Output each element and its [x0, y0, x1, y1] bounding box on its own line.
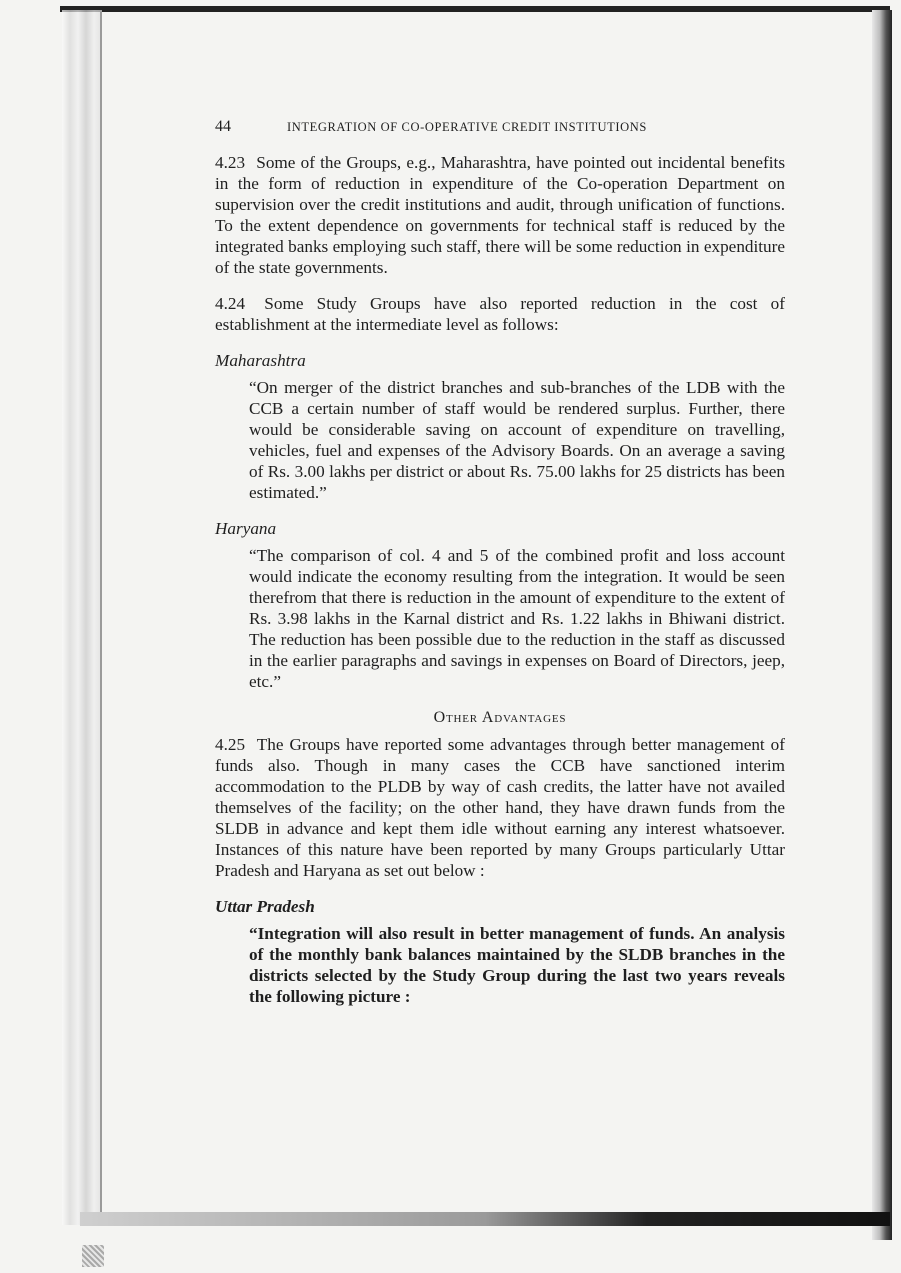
scan-right-edge — [872, 10, 892, 1240]
paragraph-text: The Groups have reported some advantages through better management of funds also. Though in many cases the CCB have sanctioned interim accommodation to the PLDB by way of cash credits, the latter have not availed themselves of the facility; on the other hand, they have drawn funds from the SLDB in advance and kept them idle without earning any interest whatsoever. Instances of this nature have been reported by many Groups particularly Uttar Pradesh and Haryana as set out below : — [215, 735, 785, 880]
scan-top-edge — [60, 6, 890, 12]
paragraph-number: 4.24 — [215, 294, 246, 313]
quote-maharashtra: “On merger of the district branches and sub-branches of the LDB with the CCB a certain number of staff would be rendered surplus. Further, there would be considerable saving on account of expenditure on travelling, vehicles, fuel and expenses of the Advisory Boards. On an average a saving of Rs. 3.00 lakhs per district or about Rs. 75.00 lakhs for 25 districts has been estimated.” — [249, 378, 785, 502]
paragraph-4-23 — [215, 152, 785, 278]
page-body — [215, 116, 785, 1022]
state-heading-haryana: Haryana — [215, 519, 277, 538]
scan-bottom-edge — [80, 1212, 890, 1226]
paragraph-text: Some Study Groups have also reported reduction in the cost of establishment at the intermediate level as follows: — [215, 294, 785, 334]
paragraph-4-24 — [215, 293, 785, 335]
scan-page-edge-line — [100, 12, 102, 1222]
scan-binding-shadow — [62, 10, 102, 1225]
quote-uttar-pradesh: “Integration will also result in better management of funds. An analysis of the monthly bank balances maintained by the SLDB branches in the districts selected by the Study Group during the last two years reveals the following picture : — [249, 924, 785, 1006]
paragraph-text: Some of the Groups, e.g., Maharashtra, have pointed out incidental benefits in the form of reduction in expenditure of the Co-operation Department on supervision over the credit institutions and audit, through unification of functions. To the extent dependence on governments for technical staff is reduced by the integrated banks employing such staff, there will be some reduction in expenditure of the state governments. — [215, 153, 786, 277]
section-heading-other-advantages: Other Advantages — [433, 709, 567, 726]
running-header — [215, 116, 785, 138]
paragraph-4-25 — [215, 734, 785, 881]
paragraph-number: 4.23 — [215, 153, 246, 172]
state-heading-maharashtra: Maharashtra — [215, 351, 306, 370]
page-number: 44 — [215, 118, 231, 135]
quote-haryana: “The comparison of col. 4 and 5 of the combined profit and loss account would indicate the economy resulting from the integration. It would be seen therefrom that there is reduction in the amount of expenditure to the extent of Rs. 3.98 lakhs in the Karnal district and Rs. 1.22 lakhs in Bhiwani district. The reduction has been possible due to the reduction in the staff as discussed in the earlier paragraphs and savings in expenses on Board of Directors, jeep, etc.” — [249, 546, 785, 691]
paragraph-number: 4.25 — [215, 735, 246, 754]
scan-corner-mark — [82, 1245, 104, 1267]
running-title: INTEGRATION OF CO-OPERATIVE CREDIT INSTITUTIONS — [287, 120, 647, 134]
state-heading-uttar-pradesh: Uttar Pradesh — [215, 897, 315, 916]
